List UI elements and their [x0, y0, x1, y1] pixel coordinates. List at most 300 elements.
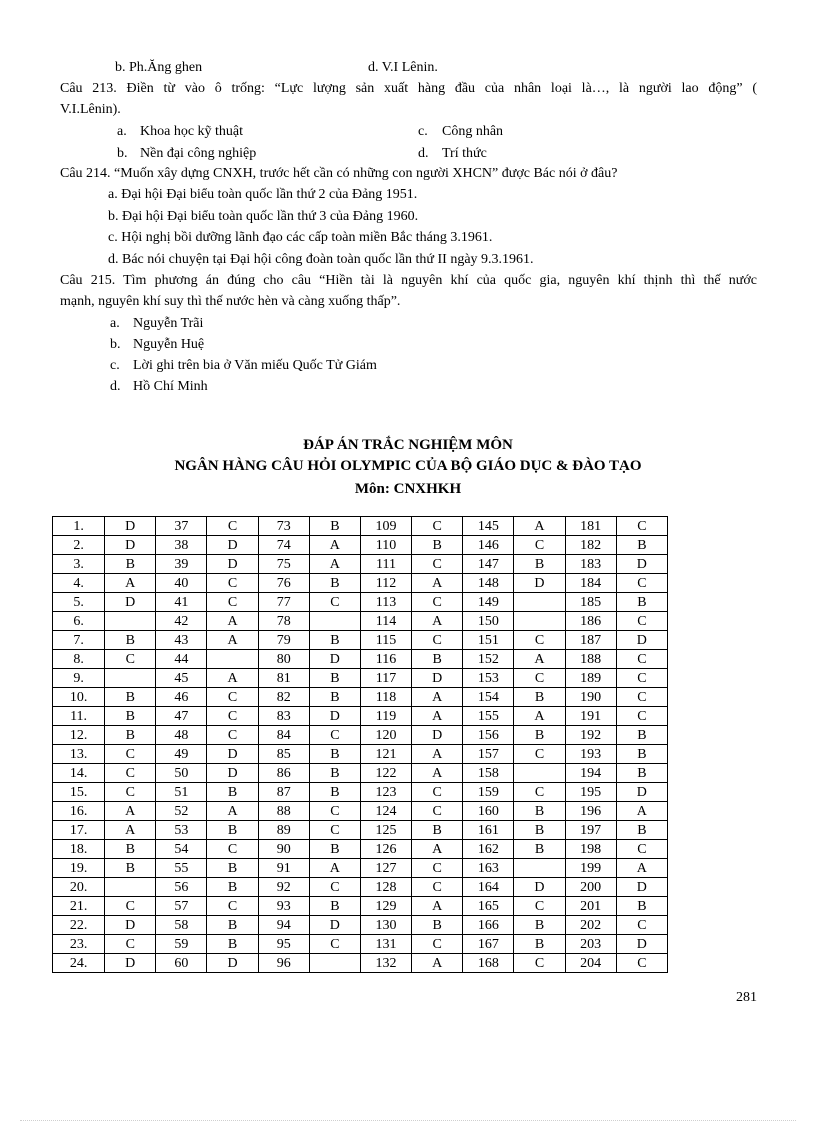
question-number-cell: 110	[360, 536, 411, 555]
answer-cell: B	[616, 897, 667, 916]
question-number-cell: 73	[258, 517, 309, 536]
answer-key-subtitle: NGÂN HÀNG CÂU HỎI OLYMPIC CỦA BỘ GIÁO DỤC & ĐÀO TẠO	[174, 458, 642, 474]
q215-option-d: Hồ Chí Minh	[133, 379, 208, 394]
page-bottom-divider	[20, 1120, 796, 1121]
answer-cell: C	[616, 574, 667, 593]
question-number-cell: 41	[156, 593, 207, 612]
question-number-cell: 11.	[53, 707, 105, 726]
answer-cell: D	[309, 707, 360, 726]
question-number-cell: 165	[463, 897, 514, 916]
question-number-cell: 8.	[53, 650, 105, 669]
answer-cell: D	[309, 650, 360, 669]
question-number-cell: 81	[258, 669, 309, 688]
answer-cell: D	[616, 878, 667, 897]
question-number-cell: 18.	[53, 840, 105, 859]
question-number-cell: 199	[565, 859, 616, 878]
question-number-cell: 83	[258, 707, 309, 726]
question-number-cell: 120	[360, 726, 411, 745]
question-number-cell: 51	[156, 783, 207, 802]
answer-cell: B	[207, 935, 258, 954]
question-number-cell: 168	[463, 954, 514, 973]
answer-cell: D	[207, 536, 258, 555]
question-number-cell: 131	[360, 935, 411, 954]
question-number-cell: 204	[565, 954, 616, 973]
answer-cell: A	[105, 821, 156, 840]
answer-cell: D	[616, 783, 667, 802]
answer-cell: B	[105, 631, 156, 650]
answer-cell: A	[412, 897, 463, 916]
answer-cell: C	[309, 821, 360, 840]
q214-option-b: b. Đại hội Đại biểu toàn quốc lần thứ 3 của Đảng 1960.	[108, 209, 419, 224]
table-row	[53, 555, 668, 574]
question-number-cell: 197	[565, 821, 616, 840]
q213-option-d: Trí thức	[442, 146, 487, 161]
answer-key-table	[52, 516, 668, 973]
answer-cell: B	[616, 536, 667, 555]
answer-cell: B	[105, 688, 156, 707]
question-number-cell: 129	[360, 897, 411, 916]
question-number-cell: 152	[463, 650, 514, 669]
answer-cell: A	[412, 574, 463, 593]
question-number-cell: 9.	[53, 669, 105, 688]
answer-key-body	[53, 517, 668, 973]
answer-key-title: ĐÁP ÁN TRẮC NGHIỆM MÔN	[303, 437, 513, 453]
question-number-cell: 151	[463, 631, 514, 650]
question-number-cell: 49	[156, 745, 207, 764]
question-number-cell: 78	[258, 612, 309, 631]
question-number-cell: 111	[360, 555, 411, 574]
q214-option-a: a. Đại hội Đại biểu toàn quốc lần thứ 2 của Đảng 1951.	[108, 187, 418, 202]
question-number-cell: 192	[565, 726, 616, 745]
question-number-cell: 50	[156, 764, 207, 783]
answer-cell	[514, 593, 565, 612]
question-number-cell: 200	[565, 878, 616, 897]
answer-cell	[105, 878, 156, 897]
answer-cell	[105, 669, 156, 688]
answer-cell: A	[514, 517, 565, 536]
answer-cell: B	[207, 878, 258, 897]
table-row	[53, 764, 668, 783]
answer-cell: D	[412, 669, 463, 688]
question-number-cell: 202	[565, 916, 616, 935]
answer-cell: C	[616, 840, 667, 859]
question-number-cell: 12.	[53, 726, 105, 745]
question-number-cell: 7.	[53, 631, 105, 650]
question-number-cell: 93	[258, 897, 309, 916]
table-row	[53, 536, 668, 555]
answer-cell	[514, 859, 565, 878]
table-row	[53, 612, 668, 631]
answer-cell: C	[412, 935, 463, 954]
answer-cell: A	[412, 745, 463, 764]
q214-option-d: d. Bác nói chuyện tại Đại hội công đoàn toàn quốc lần thứ II ngày 9.3.1961.	[108, 252, 534, 267]
answer-cell: B	[309, 764, 360, 783]
question-number-cell: 37	[156, 517, 207, 536]
question-number-cell: 57	[156, 897, 207, 916]
answer-cell: B	[514, 821, 565, 840]
table-row	[53, 878, 668, 897]
question-number-cell: 38	[156, 536, 207, 555]
answer-cell: B	[412, 916, 463, 935]
question-number-cell: 149	[463, 593, 514, 612]
question-number-cell: 20.	[53, 878, 105, 897]
question-number-cell: 122	[360, 764, 411, 783]
q215-option-b: Nguyễn Huệ	[133, 337, 205, 352]
q215-option-b-letter: b.	[110, 337, 121, 352]
question-number-cell: 76	[258, 574, 309, 593]
answer-cell: B	[412, 536, 463, 555]
answer-cell: A	[309, 555, 360, 574]
question-number-cell: 153	[463, 669, 514, 688]
question-number-cell: 13.	[53, 745, 105, 764]
answer-cell: D	[412, 726, 463, 745]
question-number-cell: 126	[360, 840, 411, 859]
q213-option-b: Nền đại công nghiệp	[140, 146, 257, 161]
answer-cell: B	[616, 764, 667, 783]
table-row	[53, 688, 668, 707]
question-number-cell: 115	[360, 631, 411, 650]
table-row	[53, 574, 668, 593]
question-number-cell: 162	[463, 840, 514, 859]
question-number-cell: 4.	[53, 574, 105, 593]
answer-cell: D	[105, 517, 156, 536]
answer-key-subject: Môn: CNXHKH	[354, 481, 462, 497]
question-number-cell: 55	[156, 859, 207, 878]
question-number-cell: 159	[463, 783, 514, 802]
answer-cell: B	[309, 783, 360, 802]
question-number-cell: 48	[156, 726, 207, 745]
table-row	[53, 745, 668, 764]
answer-cell: C	[207, 517, 258, 536]
answer-cell: C	[514, 783, 565, 802]
question-number-cell: 155	[463, 707, 514, 726]
answer-cell: D	[105, 536, 156, 555]
answer-cell: C	[207, 840, 258, 859]
question-number-cell: 15.	[53, 783, 105, 802]
answer-cell: B	[309, 840, 360, 859]
answer-cell: C	[514, 897, 565, 916]
answer-cell: C	[309, 593, 360, 612]
answer-cell: A	[616, 859, 667, 878]
question-number-cell: 167	[463, 935, 514, 954]
answer-cell: C	[616, 650, 667, 669]
question-number-cell: 53	[156, 821, 207, 840]
answer-cell: B	[412, 821, 463, 840]
answer-cell: C	[207, 688, 258, 707]
answer-cell: D	[207, 954, 258, 973]
answer-cell: C	[105, 935, 156, 954]
question-number-cell: 85	[258, 745, 309, 764]
question-number-cell: 87	[258, 783, 309, 802]
question-number-cell: 184	[565, 574, 616, 593]
question-number-cell: 84	[258, 726, 309, 745]
answer-cell: B	[105, 555, 156, 574]
answer-cell: C	[412, 593, 463, 612]
question-number-cell: 160	[463, 802, 514, 821]
question-number-cell: 44	[156, 650, 207, 669]
answer-cell: C	[412, 517, 463, 536]
prev-option-d: d. V.I Lênin.	[368, 60, 438, 75]
table-row	[53, 802, 668, 821]
question-number-cell: 95	[258, 935, 309, 954]
question-number-cell: 191	[565, 707, 616, 726]
question-number-cell: 56	[156, 878, 207, 897]
answer-cell: D	[207, 764, 258, 783]
question-number-cell: 194	[565, 764, 616, 783]
question-number-cell: 109	[360, 517, 411, 536]
answer-cell: B	[616, 593, 667, 612]
answer-cell: A	[412, 688, 463, 707]
question-number-cell: 186	[565, 612, 616, 631]
question-number-cell: 125	[360, 821, 411, 840]
question-number-cell: 2.	[53, 536, 105, 555]
answer-cell: B	[412, 650, 463, 669]
question-number-cell: 113	[360, 593, 411, 612]
answer-cell	[514, 764, 565, 783]
answer-cell: B	[105, 707, 156, 726]
question-number-cell: 154	[463, 688, 514, 707]
answer-cell: B	[514, 935, 565, 954]
question-number-cell: 86	[258, 764, 309, 783]
question-number-cell: 158	[463, 764, 514, 783]
answer-cell: A	[105, 574, 156, 593]
answer-cell: A	[412, 764, 463, 783]
prev-option-b: b. Ph.Ăng ghen	[115, 60, 203, 75]
answer-cell: B	[309, 517, 360, 536]
question-number-cell: 21.	[53, 897, 105, 916]
question-number-cell: 91	[258, 859, 309, 878]
answer-cell: B	[514, 802, 565, 821]
answer-cell: A	[412, 612, 463, 631]
q213-option-a-letter: a.	[117, 124, 127, 139]
q213-stem-line2: V.I.Lênin).	[60, 102, 121, 117]
question-number-cell: 96	[258, 954, 309, 973]
question-number-cell: 196	[565, 802, 616, 821]
answer-cell: B	[616, 745, 667, 764]
question-number-cell: 5.	[53, 593, 105, 612]
answer-cell: D	[514, 574, 565, 593]
answer-cell: B	[309, 631, 360, 650]
page-number: 281	[736, 990, 757, 1005]
question-number-cell: 22.	[53, 916, 105, 935]
q213-option-b-letter: b.	[117, 146, 128, 161]
question-number-cell: 16.	[53, 802, 105, 821]
table-row	[53, 935, 668, 954]
question-number-cell: 130	[360, 916, 411, 935]
answer-cell: B	[309, 574, 360, 593]
question-number-cell: 58	[156, 916, 207, 935]
question-number-cell: 201	[565, 897, 616, 916]
table-row	[53, 954, 668, 973]
question-number-cell: 190	[565, 688, 616, 707]
question-number-cell: 161	[463, 821, 514, 840]
question-number-cell: 43	[156, 631, 207, 650]
question-number-cell: 193	[565, 745, 616, 764]
q213-option-d-letter: d.	[418, 146, 429, 161]
answer-cell: B	[514, 555, 565, 574]
answer-cell: C	[616, 517, 667, 536]
question-number-cell: 182	[565, 536, 616, 555]
answer-cell: B	[105, 726, 156, 745]
question-number-cell: 80	[258, 650, 309, 669]
question-number-cell: 59	[156, 935, 207, 954]
answer-cell: B	[207, 821, 258, 840]
answer-cell: C	[616, 954, 667, 973]
question-number-cell: 45	[156, 669, 207, 688]
question-number-cell: 123	[360, 783, 411, 802]
question-number-cell: 127	[360, 859, 411, 878]
question-number-cell: 132	[360, 954, 411, 973]
question-number-cell: 189	[565, 669, 616, 688]
question-number-cell: 60	[156, 954, 207, 973]
question-number-cell: 82	[258, 688, 309, 707]
answer-cell: B	[514, 688, 565, 707]
question-number-cell: 121	[360, 745, 411, 764]
question-number-cell: 124	[360, 802, 411, 821]
answer-cell: A	[207, 669, 258, 688]
answer-cell: A	[207, 631, 258, 650]
question-number-cell: 90	[258, 840, 309, 859]
q215-option-c-letter: c.	[110, 358, 120, 373]
table-row	[53, 593, 668, 612]
q213-option-c-letter: c.	[418, 124, 428, 139]
answer-cell: A	[616, 802, 667, 821]
question-number-cell: 163	[463, 859, 514, 878]
q215-option-d-letter: d.	[110, 379, 121, 394]
q215-stem-line1: Câu 215. Tìm phương án đúng cho câu “Hiền tài là nguyên khí của quốc gia, nguyên khí thịnh thì thế nước	[60, 273, 757, 288]
answer-cell: C	[514, 954, 565, 973]
answer-cell: B	[616, 726, 667, 745]
question-number-cell: 117	[360, 669, 411, 688]
answer-cell: C	[412, 878, 463, 897]
answer-cell	[105, 612, 156, 631]
question-number-cell: 46	[156, 688, 207, 707]
answer-cell: B	[207, 916, 258, 935]
question-number-cell: 156	[463, 726, 514, 745]
question-number-cell: 146	[463, 536, 514, 555]
q215-stem-line2: mạnh, nguyên khí suy thì thế nước hèn và càng xuống thấp”.	[60, 294, 401, 309]
answer-cell: B	[309, 669, 360, 688]
question-number-cell: 128	[360, 878, 411, 897]
answer-cell: D	[616, 631, 667, 650]
answer-cell: C	[207, 726, 258, 745]
answer-cell: D	[514, 878, 565, 897]
answer-cell: B	[514, 916, 565, 935]
question-number-cell: 24.	[53, 954, 105, 973]
q213-option-c: Công nhân	[442, 124, 504, 139]
answer-cell: D	[207, 555, 258, 574]
answer-cell: C	[514, 745, 565, 764]
answer-cell: B	[309, 688, 360, 707]
q215-option-a: Nguyễn Trãi	[133, 316, 204, 331]
question-number-cell: 23.	[53, 935, 105, 954]
table-row	[53, 840, 668, 859]
answer-cell: C	[309, 878, 360, 897]
answer-cell: C	[412, 859, 463, 878]
table-row	[53, 517, 668, 536]
question-number-cell: 40	[156, 574, 207, 593]
answer-cell: C	[309, 802, 360, 821]
answer-cell: C	[105, 897, 156, 916]
question-number-cell: 112	[360, 574, 411, 593]
answer-cell	[309, 954, 360, 973]
table-row	[53, 783, 668, 802]
question-number-cell: 119	[360, 707, 411, 726]
question-number-cell: 185	[565, 593, 616, 612]
answer-cell: C	[207, 707, 258, 726]
answer-cell: A	[412, 707, 463, 726]
answer-cell: C	[105, 745, 156, 764]
answer-cell	[207, 650, 258, 669]
question-number-cell: 47	[156, 707, 207, 726]
answer-cell: B	[309, 897, 360, 916]
question-number-cell: 14.	[53, 764, 105, 783]
question-number-cell: 52	[156, 802, 207, 821]
answer-cell: C	[309, 935, 360, 954]
answer-cell: C	[207, 593, 258, 612]
answer-cell: C	[105, 764, 156, 783]
table-row	[53, 726, 668, 745]
answer-cell: C	[616, 916, 667, 935]
answer-cell: C	[514, 631, 565, 650]
answer-cell: C	[616, 707, 667, 726]
question-number-cell: 116	[360, 650, 411, 669]
question-number-cell: 3.	[53, 555, 105, 574]
answer-cell: A	[514, 707, 565, 726]
question-number-cell: 181	[565, 517, 616, 536]
question-number-cell: 77	[258, 593, 309, 612]
question-number-cell: 166	[463, 916, 514, 935]
answer-cell: B	[207, 783, 258, 802]
answer-cell: A	[309, 859, 360, 878]
question-number-cell: 10.	[53, 688, 105, 707]
answer-cell: B	[309, 745, 360, 764]
answer-cell: A	[514, 650, 565, 669]
table-row	[53, 859, 668, 878]
question-number-cell: 203	[565, 935, 616, 954]
answer-cell: B	[207, 859, 258, 878]
answer-cell: C	[105, 783, 156, 802]
answer-cell: B	[514, 726, 565, 745]
question-number-cell: 79	[258, 631, 309, 650]
answer-cell: C	[616, 688, 667, 707]
question-number-cell: 88	[258, 802, 309, 821]
answer-cell: C	[309, 726, 360, 745]
answer-cell: A	[309, 536, 360, 555]
q213-option-a: Khoa học kỹ thuật	[140, 124, 244, 139]
answer-cell: C	[514, 669, 565, 688]
answer-cell: C	[412, 555, 463, 574]
q215-option-a-letter: a.	[110, 316, 120, 331]
question-number-cell: 94	[258, 916, 309, 935]
question-number-cell: 75	[258, 555, 309, 574]
question-number-cell: 114	[360, 612, 411, 631]
question-number-cell: 42	[156, 612, 207, 631]
question-number-cell: 118	[360, 688, 411, 707]
answer-cell: A	[207, 612, 258, 631]
question-number-cell: 39	[156, 555, 207, 574]
answer-cell: C	[412, 802, 463, 821]
table-row	[53, 707, 668, 726]
table-row	[53, 897, 668, 916]
answer-cell: C	[207, 574, 258, 593]
q214-option-c: c. Hội nghị bồi dưỡng lãnh đạo các cấp toàn miền Bắc tháng 3.1961.	[108, 230, 493, 245]
answer-cell: C	[616, 612, 667, 631]
answer-cell: D	[616, 555, 667, 574]
answer-cell	[514, 612, 565, 631]
question-number-cell: 6.	[53, 612, 105, 631]
answer-cell: D	[105, 916, 156, 935]
